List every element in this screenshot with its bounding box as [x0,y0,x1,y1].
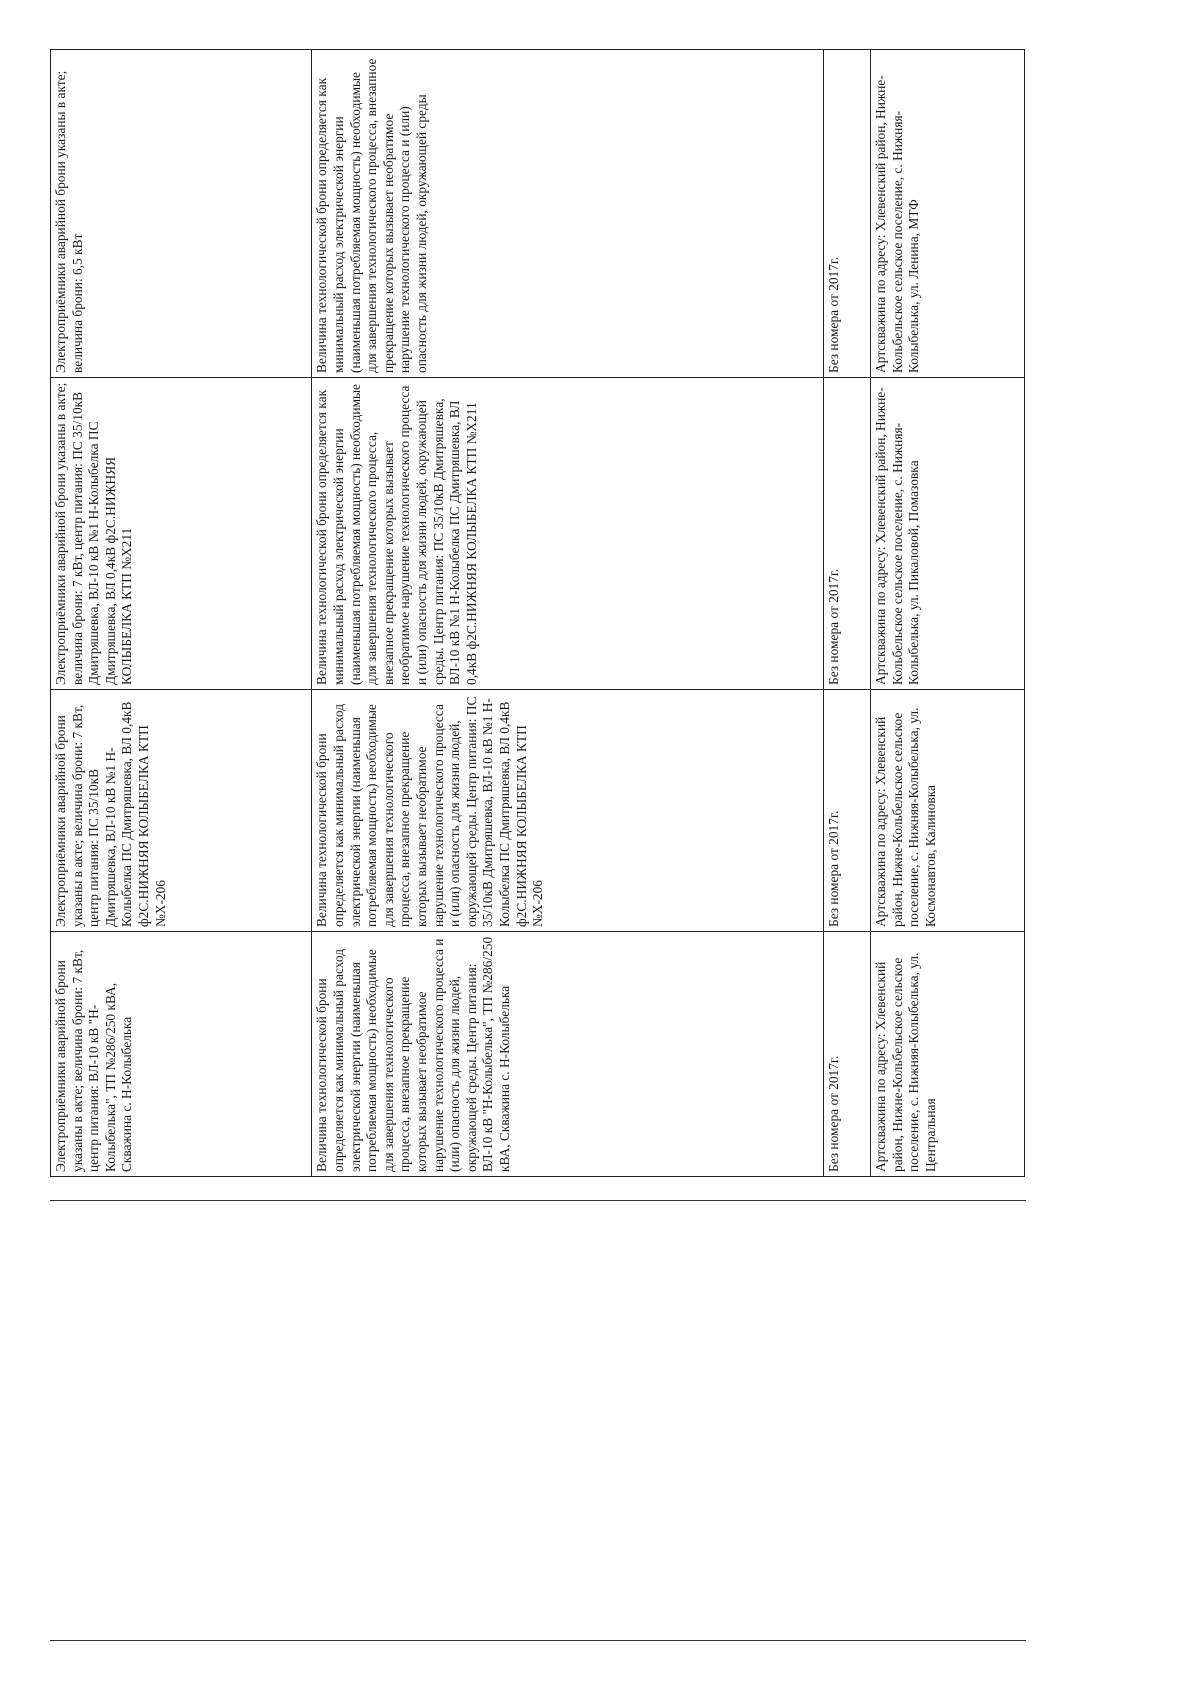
emergency-reserve-cell: Электроприёмники аварийной брони указаны в акте; величина брони: 7 кВт, центр питания: ВЛ-10 кВ "Н-Колыбелька", ТП №286/250 кВА, Скважина с. Н-Колыбелька [51,932,312,1177]
address-cell: Артскважина по адресу: Хлевенский район, Нижне-Кольбельское сельское поселение, с. Нижняя-Колыбелька, ул. Центральная [870,932,1024,1177]
rotated-table-container [50,50,1025,1177]
address-cell: Артскважина по адресу: Хлевенский район, Нижне-Кольбельское сельское поселение, с. Нижняя-Колыбелька, ул. Ленина, МТФ [870,50,1024,378]
act-cell: Без номера от 2017г. [824,690,871,932]
reserve-table [50,49,1025,1177]
tech-reserve-cell: Величина технологической брони определяется как минимальный расход электрической энергии (наименьшая потребляемая мощность) необходимые для завершения технологического процесса, внезапное прекращение которых вызывает необратимое нарушение технологического процесса и (или) опасность для жизни людей, окружающей среды [312,50,824,378]
tech-reserve-cell: Величина технологической брони определяется как минимальный расход электрической энергии (наименьшая потребляемая мощность) необходимые для завершения технологического процесса, внезапное прекращение которых вызывает необратимое нарушение технологического процесса и (или) опасность для жизни людей, окружающей среды. Центр питания: ПС 35/10кВ Дмитряшевка, ВЛ-10 кВ №1 Н-Колыбелка ПС Дмитряшевка, ВЛ 0,4кВ ф2С.НИЖНЯЯ КОЛЫБЕЛКА КТП №Х-206 [312,690,824,932]
tech-reserve-cell: Величина технологической брони определяется как минимальный расход электрической энергии (наименьшая потребляемая мощность) необходимые для завершения технологического процесса, внезапное прекращение которых вызывает необратимое нарушение технологического процесса и (или) опасность для жизни людей, окружающей среды. Центр питания: ПС 35/10кВ Дмитряшевка, ВЛ-10 кВ №1 Н-Колыбелка ПС Дмитряшевка, ВЛ 0,4кВ ф2С.НИЖНЯЯ КОЛЫБЕЛКА КТП №Х211 [312,378,824,690]
rotated-table-frame [50,50,1025,1177]
table-row [312,50,824,1177]
tech-reserve-cell: Величина технологической брони определяется как минимальный расход электрической энергии (наименьшая потребляемая мощность) необходимые для завершения технологического процесса, внезапное прекращение которых вызывает необратимое нарушение технологического процесса и (или) опасность для жизни людей, окружающей среды. Центр питания: ВЛ-10 кВ "Н-Колыбелька", ТП №286/250 кВА, Скважина с. Н-Колыбелька [312,932,824,1177]
act-cell: Без номера от 2017г. [824,932,871,1177]
emergency-reserve-cell: Электроприёмники аварийной брони указаны в акте; величина брони: 7 кВт, центр питания: ПС 35/10кВ Дмитряшевка, ВЛ-10 кВ №1 Н-Колыбелка ПС Дмитряшевка, ВЛ 0,4кВ ф2С.НИЖНЯЯ КОЛЫБЕЛКА КТП №Х-206 [51,690,312,932]
divider-line [50,1640,1026,1641]
emergency-reserve-cell: Электроприёмники аварийной брони указаны в акте; величина брони: 6,5 кВт [51,50,312,378]
act-cell: Без номера от 2017г. [824,378,871,690]
table-row [870,50,1024,1177]
address-cell: Артскважина по адресу: Хлевенский район, Нижне-Кольбельское сельское поселение, с. Нижняя-Колыбелька, ул. Пикаловой, Помазовка [870,378,1024,690]
address-cell: Артскважина по адресу: Хлевенский район, Нижне-Кольбельское сельское поселение, с. Нижняя-Колыбелька, ул. Космонавтов, Калиновка [870,690,1024,932]
emergency-reserve-cell: Электроприёмники аварийной брони указаны в акте; величина брони: 7 кВт, центр питания: ПС 35/10кВ Дмитряшевка, ВЛ-10 кВ №1 Н-Колыбелка ПС Дмитряшевка, ВЛ 0,4кВ ф2С.НИЖНЯЯ КОЛЫБЕЛКА КТП №Х211 [51,378,312,690]
table-row [824,50,871,1177]
table-row [51,50,312,1177]
divider-line [50,1200,1026,1201]
act-cell: Без номера от 2017г. [824,50,871,378]
